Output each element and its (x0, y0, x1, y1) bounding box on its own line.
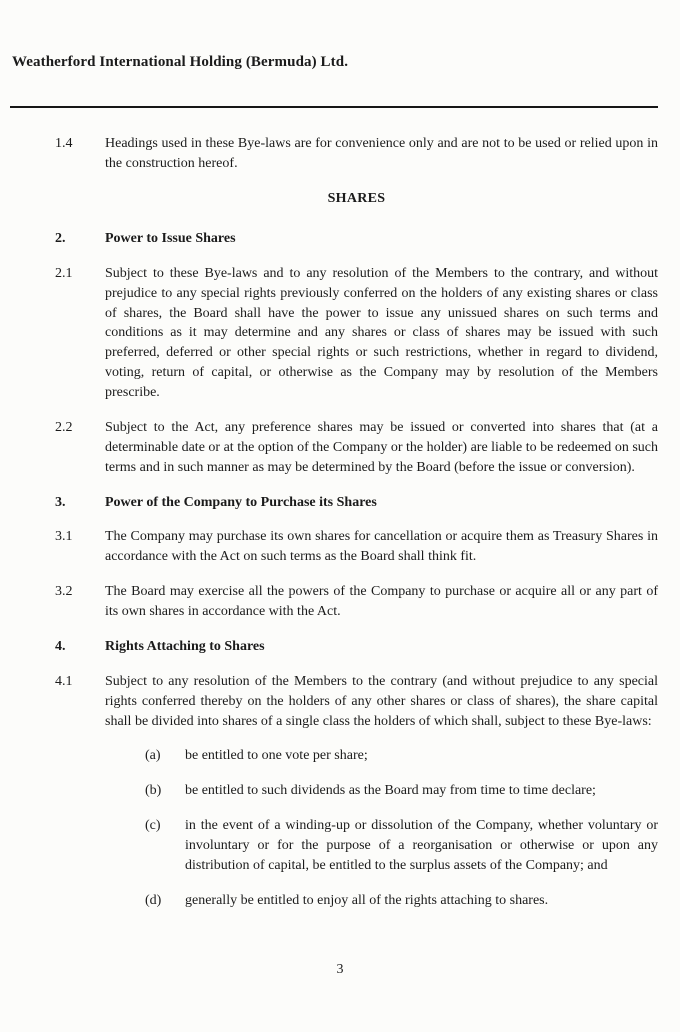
clause-text: The Board may exercise all the powers of the Company to purchase or acquire all or any part of its own shares in accordance with the Act. (105, 584, 658, 620)
shares-section-heading: SHARES (327, 191, 386, 207)
section-title: Power of the Company to Purchase its Shares (105, 494, 377, 510)
clause-number: 2.2 (55, 419, 73, 435)
clause-number: 2.1 (55, 265, 73, 281)
clause-number: 3.2 (55, 584, 73, 600)
clause-text: Subject to the Act, any preference shares may be issued or converted into shares that (at a determinable date or at the option of the Company or the holder) are liable to be redeemed on such terms and in such manner as may be determined by the Board (before the issue or conversion). (105, 419, 658, 475)
clause-text (105, 672, 658, 911)
section-3-heading (55, 493, 658, 513)
subclause-letter: (d) (145, 892, 162, 908)
subclause-d (145, 891, 658, 911)
clause-number: 3.1 (55, 529, 73, 545)
subclause-text: generally be entitled to enjoy all of the rights attaching to shares. (185, 892, 549, 908)
section-title: Rights Attaching to Shares (105, 638, 265, 654)
clause-4-1 (55, 672, 658, 911)
section-title: Power to Issue Shares (105, 230, 236, 246)
subclause-c (145, 816, 658, 876)
clause-text: The Company may purchase its own shares for cancellation or acquire them as Treasury Shares in accordance with the Act on such terms as the Board shall think fit. (105, 529, 658, 565)
subclause-text: be entitled to such dividends as the Board may from time to time declare; (185, 783, 596, 799)
section-number: 4. (55, 638, 66, 654)
document-body (0, 134, 680, 910)
clause-text: Headings used in these Bye-laws are for convenience only and are not to be used or relied upon in the construction hereof. (105, 136, 658, 172)
clause-text: Subject to these Bye-laws and to any resolution of the Members to the contrary, and without prejudice to any special rights previously conferred on the holders of any existing shares or class of shares, the Board shall have the power to issue any unissued shares on such terms and conditions as it may determine and any shares or class of shares may be issued with such preferred, deferred or other special rights or such restrictions, whether in regard to dividend, voting, return of capital, or otherwise as the Company may by resolution of the Members prescribe. (105, 265, 658, 401)
subclause-b (145, 781, 658, 801)
clause-number: 4.1 (55, 673, 73, 689)
clause-2-1 (55, 264, 658, 403)
clause-3-1 (55, 527, 658, 567)
clause-3-2 (55, 582, 658, 622)
section-2-heading (55, 229, 658, 249)
clause-1-4 (55, 134, 658, 174)
subclause-a (145, 746, 658, 766)
header-rule (10, 106, 658, 108)
page-number: 3 (336, 962, 344, 978)
section-number: 3. (55, 494, 66, 510)
subclause-text: be entitled to one vote per share; (185, 748, 368, 764)
section-number: 2. (55, 230, 66, 246)
subclause-text: in the event of a winding-up or dissolution of the Company, whether voluntary or involuntary or for the purpose of a reorganisation or otherwise or upon any distribution of capital, be entitled to the surplus assets of the Company; and (185, 818, 658, 873)
company-name-header: Weatherford International Holding (Bermuda) Ltd. (12, 54, 349, 70)
subclause-letter: (b) (145, 783, 162, 799)
clause-number: 1.4 (55, 136, 73, 152)
section-4-heading (55, 637, 658, 657)
clause-2-2 (55, 418, 658, 478)
subclause-letter: (a) (145, 748, 161, 764)
subclause-list (105, 746, 658, 910)
clause-intro-text: Subject to any resolution of the Members to the contrary (and without prejudice to any special rights conferred thereby on the holders of any other shares or class of shares), the share capital shall be divided into shares of a single class the holders of which shall, subject to these Bye-laws: (105, 673, 658, 729)
subclause-letter: (c) (145, 818, 161, 834)
